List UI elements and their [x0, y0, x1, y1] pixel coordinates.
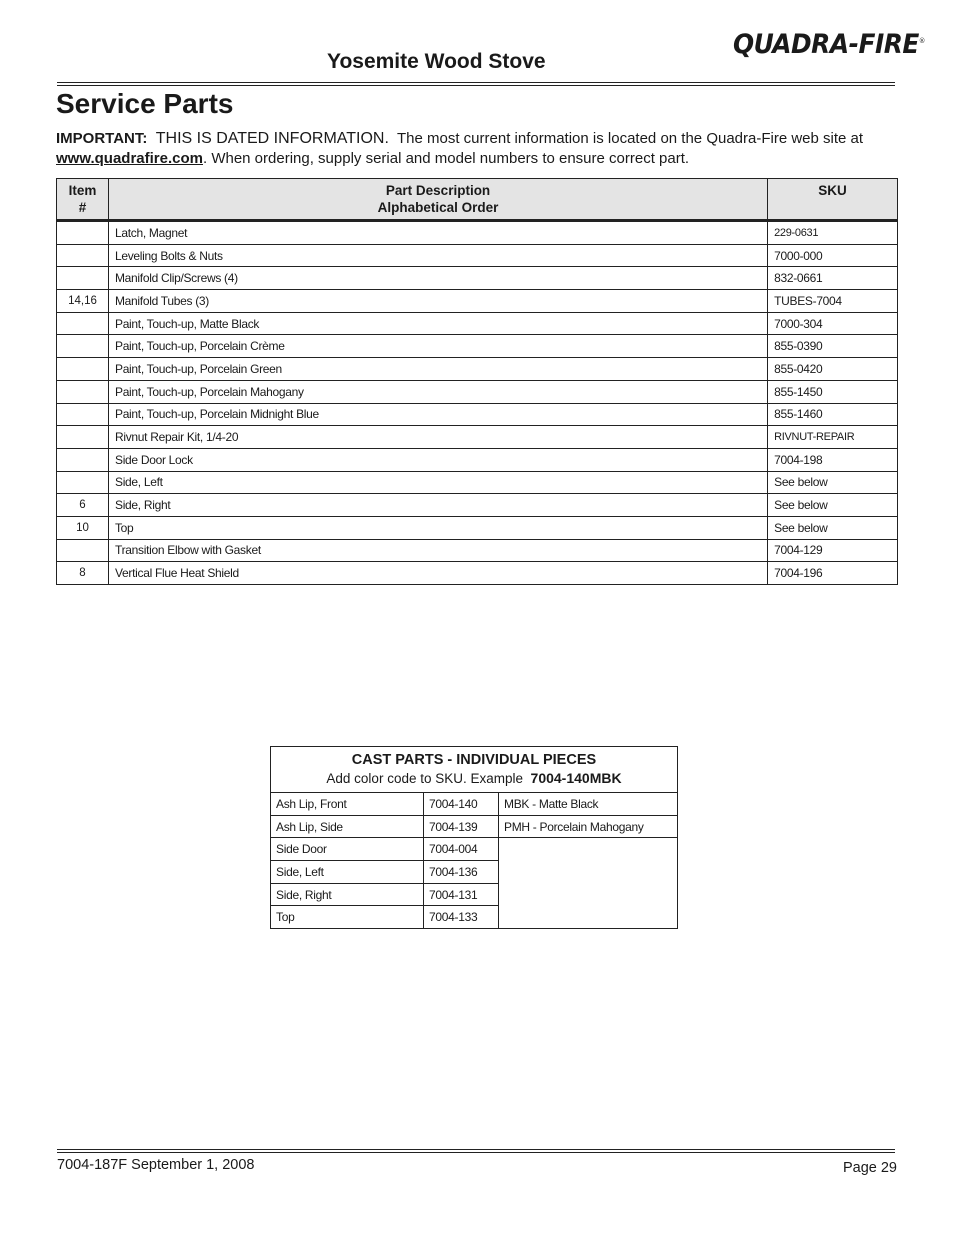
item-number — [57, 267, 109, 290]
part-description: Paint, Touch-up, Porcelain Mahogany — [108, 380, 767, 403]
part-sku: 855-1450 — [768, 380, 898, 403]
color-code: PMH - Porcelain Mahogany — [499, 815, 678, 838]
item-number — [57, 358, 109, 381]
cast-part-sku: 7004-004 — [424, 838, 499, 861]
table-row — [57, 539, 898, 562]
part-sku: 832-0661 — [768, 267, 898, 290]
brand-logo-text: QUADRA-FIRE — [733, 29, 919, 60]
cast-table-header-row — [271, 747, 678, 793]
item-number — [57, 380, 109, 403]
item-number — [57, 448, 109, 471]
table-row — [57, 335, 898, 358]
part-sku: 7004-129 — [768, 539, 898, 562]
table-header-row — [57, 179, 898, 221]
cast-part-name: Side, Left — [271, 861, 424, 884]
table-row — [57, 380, 898, 403]
table-row — [57, 221, 898, 245]
color-code-empty — [499, 838, 678, 929]
part-description: Paint, Touch-up, Porcelain Midnight Blue — [108, 403, 767, 426]
registered-mark: ® — [918, 37, 925, 45]
table-row — [271, 815, 678, 838]
cast-part-sku: 7004-136 — [424, 861, 499, 884]
cast-parts-table — [270, 746, 678, 929]
table-row — [57, 244, 898, 267]
description-header-sublabel: Alphabetical Order — [377, 200, 499, 215]
dated-information-text: THIS IS DATED INFORMATION. — [155, 130, 389, 147]
item-number — [57, 539, 109, 562]
part-description: Manifold Clip/Screws (4) — [108, 267, 767, 290]
item-number — [57, 335, 109, 358]
document-header-title: Yosemite Wood Stove — [327, 50, 546, 73]
item-number — [57, 244, 109, 267]
table-row — [57, 448, 898, 471]
item-number: 8 — [57, 562, 109, 585]
part-description: Vertical Flue Heat Shield — [108, 562, 767, 585]
item-number — [57, 221, 109, 245]
part-sku: 855-0390 — [768, 335, 898, 358]
part-description: Latch, Magnet — [108, 221, 767, 245]
notice-text: The most current information is located on the Quadra-Fire web site at — [397, 130, 864, 147]
item-number: 10 — [57, 516, 109, 539]
item-number — [57, 426, 109, 449]
notice-text-ordering: . When ordering, supply serial and model numbers to ensure correct part. — [202, 149, 690, 167]
part-description: Leveling Bolts & Nuts — [108, 244, 767, 267]
item-number — [57, 312, 109, 335]
important-label: IMPORTANT: — [56, 130, 148, 147]
cast-part-name: Top — [271, 906, 424, 929]
part-description: Manifold Tubes (3) — [108, 290, 767, 313]
item-number: 14,16 — [57, 290, 109, 313]
part-sku: 7004-196 — [768, 562, 898, 585]
part-description: Top — [108, 516, 767, 539]
footer-divider — [57, 1149, 895, 1153]
cast-table-title: CAST PARTS - INDIVIDUAL PIECES — [351, 752, 597, 768]
item-number: 6 — [57, 494, 109, 517]
item-header-label: Item — [68, 183, 97, 198]
table-row — [57, 267, 898, 290]
table-row — [57, 516, 898, 539]
part-sku: 7000-000 — [768, 244, 898, 267]
cast-table-example-sku: 7004-140MBK — [530, 770, 622, 786]
color-code: MBK - Matte Black — [499, 793, 678, 816]
part-description: Paint, Touch-up, Porcelain Green — [108, 358, 767, 381]
item-number — [57, 403, 109, 426]
header-divider — [57, 82, 895, 86]
cast-part-sku: 7004-140 — [424, 793, 499, 816]
cast-part-name: Side, Right — [271, 883, 424, 906]
column-header-description — [108, 179, 767, 221]
description-header-label: Part Description — [385, 183, 491, 198]
cast-table-instruction: Add color code to SKU. Example — [326, 771, 524, 786]
document-id-date: 7004-187F September 1, 2008 — [57, 1157, 255, 1173]
cast-part-sku: 7004-139 — [424, 815, 499, 838]
part-sku: RIVNUT-REPAIR — [768, 426, 898, 449]
table-row — [57, 290, 898, 313]
table-row — [57, 312, 898, 335]
service-parts-table — [56, 178, 898, 585]
part-sku: See below — [768, 471, 898, 494]
part-sku: See below — [768, 516, 898, 539]
important-notice — [56, 129, 901, 168]
part-description: Side, Right — [108, 494, 767, 517]
cast-table-subtitle — [275, 769, 673, 788]
cast-part-name: Ash Lip, Front — [271, 793, 424, 816]
part-sku: 229-0631 — [768, 221, 898, 245]
item-number — [57, 471, 109, 494]
part-description: Side Door Lock — [108, 448, 767, 471]
table-row — [57, 403, 898, 426]
part-sku: 855-1460 — [768, 403, 898, 426]
part-description: Paint, Touch-up, Porcelain Crème — [108, 335, 767, 358]
part-description: Rivnut Repair Kit, 1/4-20 — [108, 426, 767, 449]
part-sku: 855-0420 — [768, 358, 898, 381]
cast-table-header — [271, 747, 678, 793]
column-header-item — [57, 179, 109, 221]
part-sku: See below — [768, 494, 898, 517]
cast-part-name: Side Door — [271, 838, 424, 861]
item-header-symbol: # — [78, 200, 87, 215]
page-title: Service Parts — [56, 88, 234, 119]
table-row — [57, 562, 898, 585]
table-row — [57, 426, 898, 449]
table-row — [57, 471, 898, 494]
part-description: Transition Elbow with Gasket — [108, 539, 767, 562]
part-sku: 7000-304 — [768, 312, 898, 335]
table-row — [271, 793, 678, 816]
table-row — [57, 358, 898, 381]
table-row — [57, 494, 898, 517]
cast-part-sku: 7004-131 — [424, 883, 499, 906]
part-description: Side, Left — [108, 471, 767, 494]
website-link[interactable]: www.quadrafire.com — [56, 149, 203, 167]
cast-part-sku: 7004-133 — [424, 906, 499, 929]
part-sku: 7004-198 — [768, 448, 898, 471]
brand-logo — [733, 29, 925, 60]
cast-part-name: Ash Lip, Side — [271, 815, 424, 838]
column-header-sku: SKU — [768, 179, 898, 221]
part-sku: TUBES-7004 — [768, 290, 898, 313]
page-number: Page 29 — [842, 1160, 897, 1176]
table-row — [271, 838, 678, 861]
part-description: Paint, Touch-up, Matte Black — [108, 312, 767, 335]
